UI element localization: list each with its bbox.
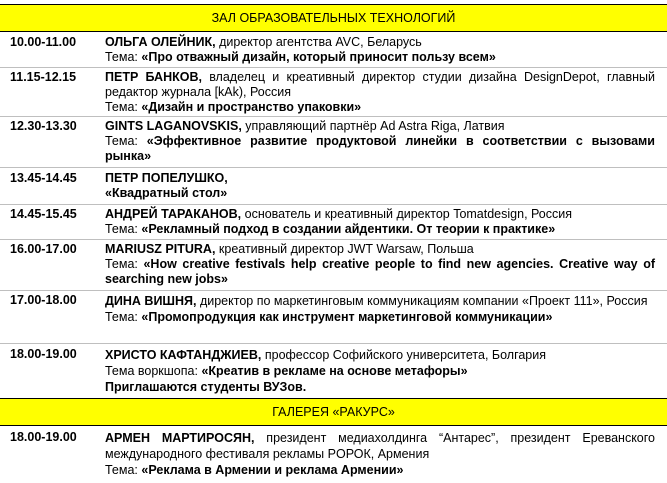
session-time: 16.00-17.00 <box>10 242 77 256</box>
section-title: ЗАЛ ОБРАЗОВАТЕЛЬНЫХ ТЕХНОЛОГИЙ <box>211 11 456 25</box>
session-description <box>105 119 655 164</box>
session-description <box>105 35 655 65</box>
session-note: Приглашаются студенты ВУЗов. <box>105 380 307 394</box>
topic-label: Тема: <box>105 463 142 477</box>
topic-title: «Креатив в рекламе на основе метафоры» <box>201 364 468 378</box>
speaker-info: креативный директор JWT Warsaw, Польша <box>215 242 474 256</box>
topic-title: «Про отважный дизайн, который приносит пользу всем» <box>141 50 496 64</box>
topic-label: Тема: <box>105 310 142 324</box>
session-time: 18.00-19.00 <box>10 430 77 444</box>
speaker-name: MARIUSZ PITURA, <box>105 242 216 256</box>
session-time: 18.00-19.00 <box>10 347 77 361</box>
session-time: 17.00-18.00 <box>10 293 77 307</box>
session-description <box>105 70 655 115</box>
schedule-row <box>0 207 667 241</box>
speaker-name: ПЕТР БАНКОВ, <box>105 70 202 84</box>
schedule-row <box>0 171 667 205</box>
topic-label: Тема воркшопа: <box>105 364 202 378</box>
session-time: 13.45-14.45 <box>10 171 77 185</box>
schedule-row <box>0 242 667 290</box>
topic-label: Тема: <box>105 50 142 64</box>
speaker-name: АРМЕН МАРТИРОСЯН, <box>105 431 255 445</box>
speaker-info: основатель и креативный директор Tomatdesign, Россия <box>241 207 573 221</box>
speaker-name: АНДРЕЙ ТАРАКАНОВ, <box>105 207 242 221</box>
session-description <box>105 347 655 395</box>
speaker-info: владелец и креативный директор студии дизайна DesignDepot, главный редактор журнала [kAk), Россия <box>105 70 655 99</box>
schedule-row <box>0 430 667 480</box>
topic-label: Тема: <box>105 134 147 148</box>
session-description <box>105 207 655 237</box>
speaker-info: управляющий партнёр Ad Astra Riga, Латвия <box>241 119 505 133</box>
session-description <box>105 171 655 201</box>
section-title: ГАЛЕРЕЯ «РАКУРС» <box>272 405 395 419</box>
session-time: 12.30-13.30 <box>10 119 77 133</box>
speaker-name: ДИНА ВИШНЯ, <box>105 294 197 308</box>
session-time: 11.15-12.15 <box>10 70 77 84</box>
topic-title: «How creative festivals help creative people to find new agencies. Creative way of searching new jobs» <box>105 257 655 286</box>
schedule-row <box>0 35 667 69</box>
speaker-info: профессор Софийского университета, Болгария <box>261 348 547 362</box>
topic-title: «Рекламный подход в создании айдентики. От теории к практике» <box>141 222 556 236</box>
schedule-row <box>0 119 667 167</box>
session-time: 14.45-15.45 <box>10 207 77 221</box>
schedule-row <box>0 293 667 343</box>
speaker-info: директор по маркетинговым коммуникациям компании «Проект 111», Россия <box>196 294 648 308</box>
topic-label: Тема: <box>105 222 142 236</box>
topic-title: «Квадратный стол» <box>105 186 228 200</box>
speaker-name: ОЛЬГА ОЛЕЙНИК, <box>105 35 216 49</box>
topic-title: «Эффективное развитие продуктовой линейки в соответствии с вызовами рынка» <box>105 134 655 163</box>
speaker-name: ХРИСТО КАФТАНДЖИЕВ, <box>105 348 262 362</box>
session-description <box>105 293 655 325</box>
schedule-row <box>0 70 667 118</box>
topic-title: «Дизайн и пространство упаковки» <box>141 100 362 114</box>
session-time: 10.00-11.00 <box>10 35 77 49</box>
speaker-name: ПЕТР ПОПЕЛУШКО, <box>105 171 228 185</box>
topic-label: Тема: <box>105 100 142 114</box>
session-description <box>105 242 655 287</box>
topic-label: Тема: <box>105 257 144 271</box>
topic-title: «Промопродукция как инструмент маркетинговой коммуникации» <box>141 310 553 324</box>
schedule-row <box>0 347 667 397</box>
topic-title: «Реклама в Армении и реклама Армении» <box>141 463 404 477</box>
speaker-name: GINTS LAGANOVSKIS, <box>105 119 242 133</box>
section-header-gallery <box>0 399 667 425</box>
speaker-info: директор агентства AVC, Беларусь <box>215 35 422 49</box>
speaker-info: президент медиахолдинга “Антарес”, президент Ереванского международного фестиваля рекламы PОРОК, Армения <box>105 431 655 461</box>
section-header-education-hall <box>0 5 667 31</box>
session-description <box>105 430 655 478</box>
